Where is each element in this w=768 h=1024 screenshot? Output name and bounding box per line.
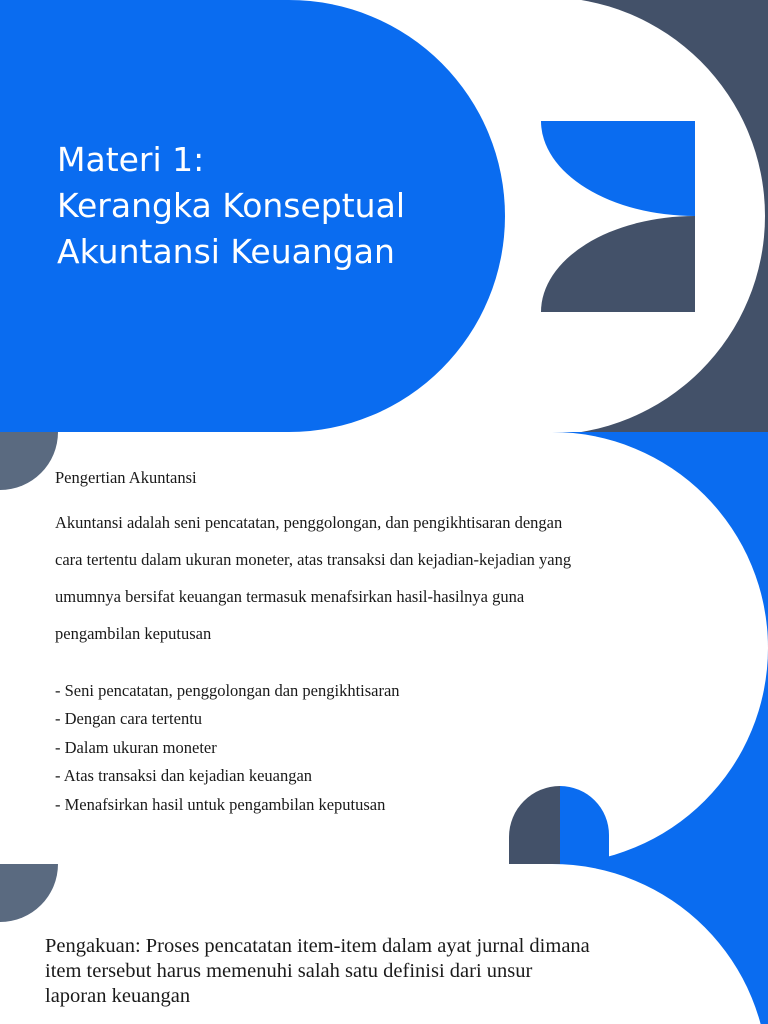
title-line-3: Akuntansi Keuangan: [57, 232, 395, 271]
paragraph-line-2: cara tertentu dalam ukuran moneter, atas transaksi dan kejadian-kejadian yang: [55, 550, 572, 569]
pengakuan-line-2: item tersebut harus memenuhi salah satu definisi dari unsur: [45, 960, 533, 982]
slide-title: [0, 0, 768, 432]
section-heading: Pengertian Akuntansi: [55, 468, 197, 487]
paragraph-line-4: pengambilan keputusan: [55, 624, 212, 643]
bullet-item: - Dengan cara tertentu: [55, 709, 203, 728]
slide-pengertian: [0, 432, 768, 864]
bullet-item: - Atas transaksi dan kejadian keuangan: [55, 766, 313, 785]
bullet-item: - Menafsirkan hasil untuk pengambilan keputusan: [55, 795, 386, 814]
paragraph-line-1: Akuntansi adalah seni pencatatan, penggolongan, dan pengikhtisaran dengan: [55, 513, 563, 532]
pengakuan-line-3: laporan keuangan: [45, 985, 191, 1007]
title-line-1: Materi 1:: [57, 140, 205, 179]
slide-pengakuan: [0, 864, 768, 1024]
paragraph-line-3: umumnya bersifat keuangan termasuk menafsirkan hasil-hasilnya guna: [55, 587, 525, 606]
bullet-item: - Dalam ukuran moneter: [55, 738, 217, 757]
title-line-2: Kerangka Konseptual: [57, 186, 405, 225]
pengakuan-line-1: Pengakuan: Proses pencatatan item-item dalam ayat jurnal dimana: [45, 935, 590, 957]
bullet-item: - Seni pencatatan, penggolongan dan pengikhtisaran: [55, 681, 400, 700]
